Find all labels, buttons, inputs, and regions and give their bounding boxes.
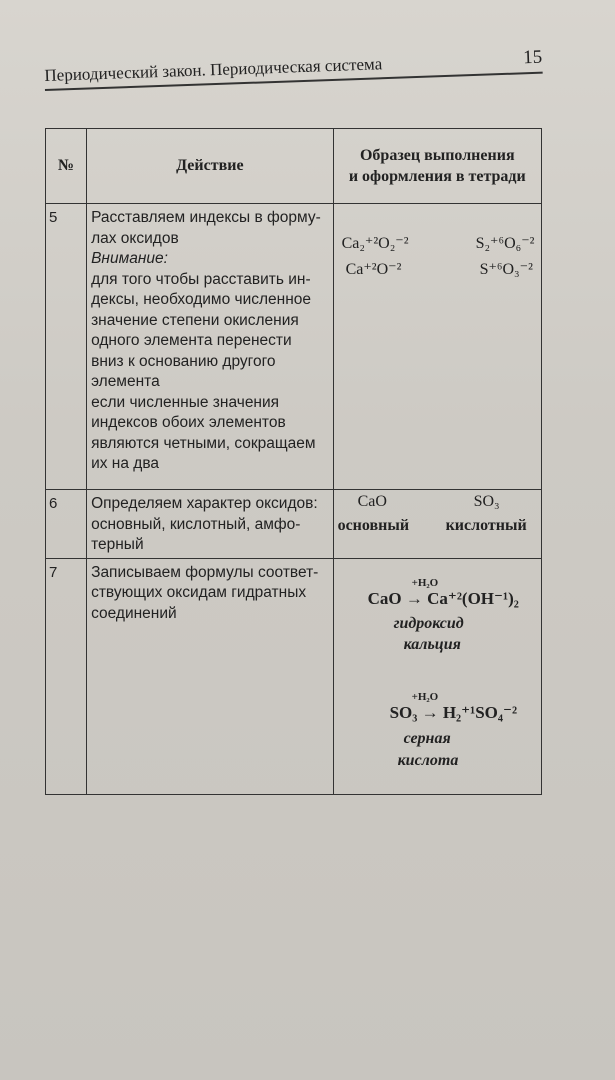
action-line: значение степени окисления (91, 311, 299, 329)
action-line: для того чтобы расставить ин- (91, 270, 311, 288)
water-label-2: +H₂O (411, 690, 439, 703)
row-sample (333, 490, 541, 559)
col-header-sample (333, 129, 541, 204)
col-header-sample-line1: Образец выполнения (359, 147, 515, 164)
product-name-1a: гидроксид (393, 614, 464, 632)
row-action (87, 204, 333, 490)
water-label-1: +H₂O (411, 576, 439, 589)
oxide-type-acidic: кислотный (445, 517, 527, 534)
oxide-cao: CaO (357, 493, 387, 510)
action-line: дексы, необходимо численное (91, 291, 312, 308)
oxide-type-basic: основный (337, 517, 410, 534)
row-action (87, 558, 333, 794)
table-row (46, 558, 542, 794)
product-name-1b: кальция (403, 635, 461, 653)
action-line: Расставляем индексы в форму- (91, 209, 321, 226)
action-line: Определяем характер оксидов: (91, 495, 318, 512)
table-row (46, 204, 542, 490)
action-line: ствующих оксидам гидратных (91, 584, 307, 601)
action-line: индексов обоих элементов (91, 414, 286, 431)
row-num: 5 (46, 204, 87, 490)
table-row (46, 490, 542, 559)
formula-s2o6: S₂⁺⁶O₆⁻² (475, 235, 535, 252)
formula-ca2o2: Ca₂⁺²O₂⁻² (341, 235, 409, 252)
col-header-action: Действие (87, 129, 333, 204)
instruction-table (45, 128, 542, 795)
row-num: 7 (46, 558, 87, 794)
page-header (44, 38, 543, 91)
action-line: лах оксидов (91, 229, 179, 247)
row-action (87, 490, 333, 559)
header-title: Периодический закон. Периодическая система (44, 54, 383, 86)
action-line: являются четными, сокращаем (91, 434, 316, 452)
action-line: если численные значения (91, 393, 280, 411)
action-line: терный (91, 536, 144, 553)
col-header-num: № (46, 129, 87, 204)
row-sample (333, 558, 541, 794)
row-sample (333, 204, 541, 490)
action-line: элемента (91, 373, 160, 390)
action-line: Записываем формулы соответ- (91, 563, 319, 581)
product-name-2b: кислота (397, 751, 459, 769)
action-line: основный, кислотный, амфо- (91, 515, 301, 533)
attention-label: Внимание: (91, 250, 168, 267)
action-line: их на два (91, 455, 160, 472)
product-name-2a: серная (403, 729, 451, 747)
action-line: одного элемента перенести (91, 332, 292, 349)
col-header-sample-line2: и оформления в тетради (348, 168, 526, 185)
oxide-so3: SO₃ (473, 493, 500, 510)
row-num: 6 (46, 490, 87, 559)
action-line: вниз к основанию другого (91, 352, 276, 370)
formula-cao: Ca⁺²O⁻² (345, 261, 402, 278)
reaction-cao: CaO → Ca⁺²(OH⁻¹)₂ (367, 588, 519, 608)
page-number: 15 (522, 46, 543, 69)
table-header-row (46, 129, 542, 204)
action-line: соединений (91, 604, 177, 622)
formula-so3: S⁺⁶O₃⁻² (479, 261, 533, 278)
reaction-so3: SO₃ → H₂⁺¹SO₄⁻² (389, 702, 518, 722)
